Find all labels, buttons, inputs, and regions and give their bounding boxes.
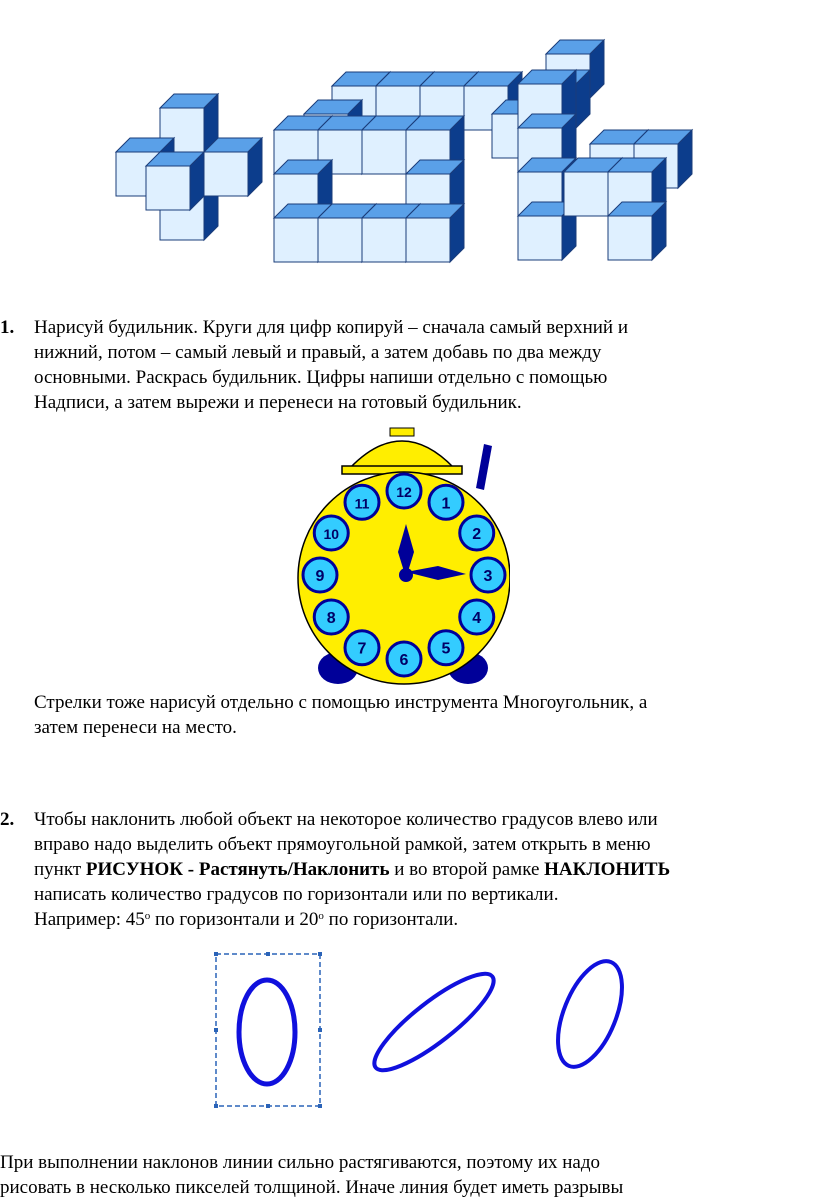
- task-1-followup-line: затем перенеси на место.: [34, 717, 237, 738]
- clock-number-label: 7: [357, 640, 367, 658]
- clock-number-label: 1: [441, 495, 451, 513]
- text-run: пункт: [34, 859, 86, 880]
- task-1-line: основными. Раскрась будильник. Цифры напиши отдельно с помощью: [34, 367, 608, 388]
- task-2-line: написать количество градусов по горизонтали или по вертикали.: [34, 884, 559, 905]
- clock-number-label: 8: [326, 610, 336, 627]
- plus-shape: [116, 94, 262, 240]
- ellipse-original: [239, 980, 295, 1084]
- h-shape: [518, 40, 692, 260]
- task-1-number: 1.: [0, 317, 15, 338]
- clock-number-label: 11: [354, 495, 370, 512]
- task-1-line: Нарисуй будильник. Круги для цифр копируй – сначала самый верхний и: [34, 317, 629, 338]
- task-1-followup: [34, 690, 804, 740]
- clock-number-label: 10: [323, 526, 340, 542]
- clock-number-label: 9: [315, 568, 325, 585]
- cube-letters-illustration: [100, 20, 720, 272]
- bottom-line: При выполнении наклонов линии сильно растягиваются, поэтому их надо: [0, 1152, 601, 1173]
- task-1-followup-line: Стрелки тоже нарисуй отдельно с помощью инструмента Многоугольник, а: [34, 692, 648, 713]
- clock-number-label: 3: [483, 568, 493, 585]
- task-1-line: нижний, потом – самый левый и правый, а затем добавь по два между: [34, 342, 602, 363]
- ellipse-skewed-20: [545, 952, 635, 1075]
- bell-top: [350, 441, 454, 468]
- bottom-text: [0, 1150, 810, 1200]
- task-2-line: Чтобы наклонить любой объект на некоторое количество градусов влево или: [34, 809, 658, 830]
- bottom-line: рисовать в несколько пикселей толщиной. Иначе линия будет иметь разрывы: [0, 1177, 624, 1198]
- clock-number-label: 12: [396, 484, 412, 500]
- task-1-text: [34, 315, 804, 415]
- text-run: по горизонтали.: [323, 909, 459, 930]
- degree-mark: о: [318, 910, 324, 922]
- skew-option-bold: НАКЛОНИТЬ: [544, 859, 671, 880]
- text-run: по горизонтали и 20: [150, 909, 319, 930]
- task-2-line: [34, 857, 804, 882]
- clock-number-label: 4: [472, 610, 482, 627]
- winding-key: [476, 444, 492, 490]
- clock-center: [399, 568, 413, 582]
- text-run: Например: 45: [34, 909, 145, 930]
- clock-number-label: 2: [472, 526, 482, 543]
- alarm-clock-illustration: [294, 420, 510, 688]
- text-run: и во второй рамке: [389, 859, 545, 880]
- skew-ellipses-illustration: [206, 946, 636, 1116]
- task-1-line: Надписи, а затем вырежи и перенеси на готовый будильник.: [34, 392, 522, 413]
- task-2-line: вправо надо выделить объект прямоугольной рамкой, затем открыть в меню: [34, 834, 651, 855]
- task-2-text: [34, 807, 804, 932]
- clock-number-label: 5: [441, 640, 451, 658]
- clock-number-label: 6: [399, 652, 409, 669]
- ring-shape: [274, 72, 550, 262]
- task-2-number: 2.: [0, 809, 15, 830]
- ellipse-skewed-45: [363, 961, 504, 1084]
- menu-path-bold: РИСУНОК - Растянуть/Наклонить: [85, 859, 390, 880]
- degree-mark: о: [144, 910, 151, 922]
- task-2-example: [34, 907, 804, 932]
